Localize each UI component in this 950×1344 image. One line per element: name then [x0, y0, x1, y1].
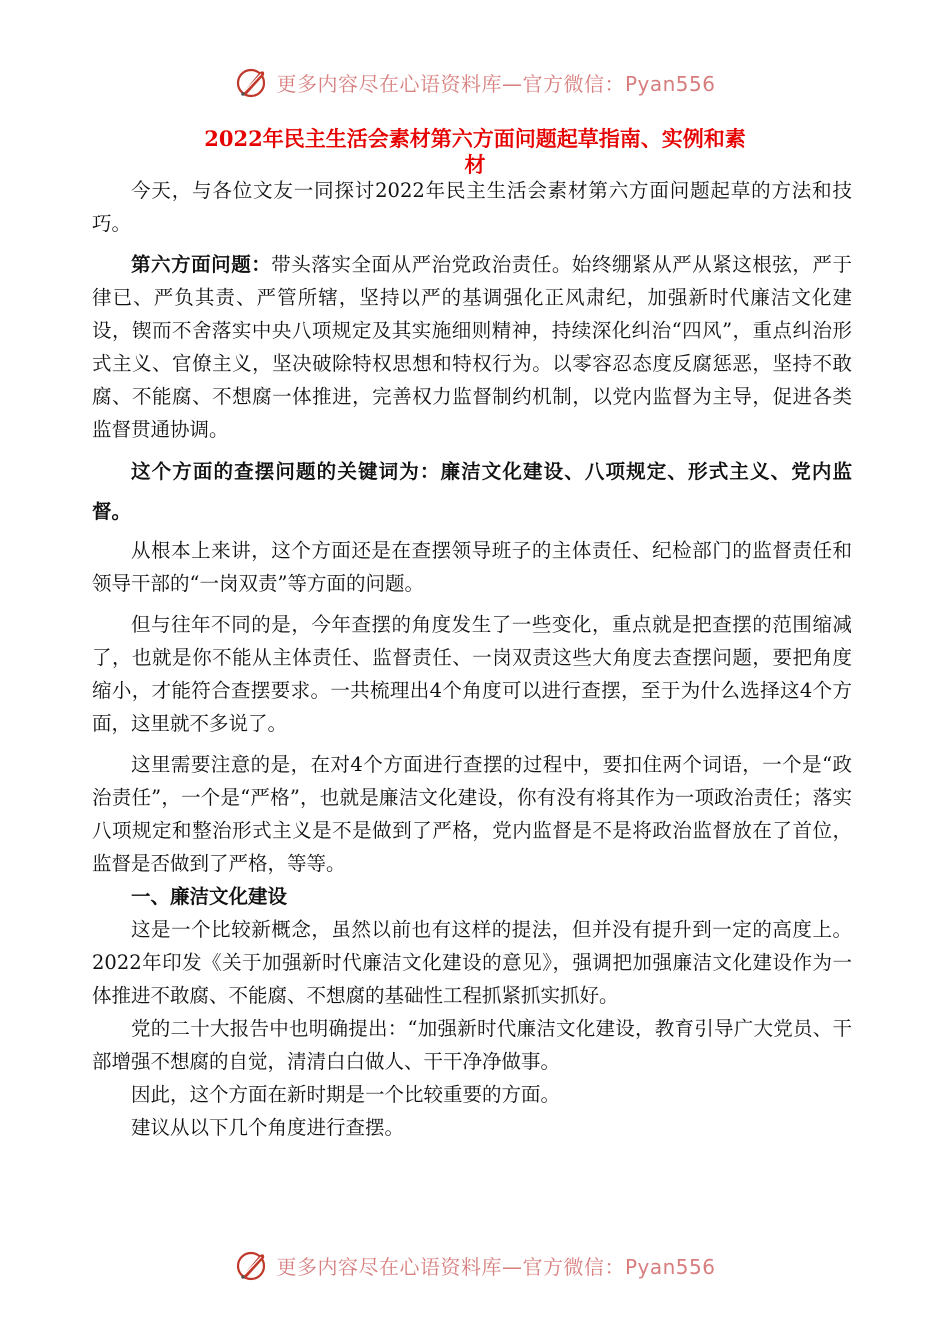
- quill-pen-logo-icon: [234, 64, 270, 100]
- banner-text: 更多内容尽在心语资料库—官方微信：Pyan556: [276, 71, 716, 96]
- paragraph-4: 这是一个比较新概念，虽然以前也有这样的提法，但并没有提升到一定的高度上。2022年印发《关于加强新时代廉洁文化建设的意见》，强调把加强廉洁文化建设作为一体推进不敢腐、不能腐、不想腐的基础性工程抓紧抓实抓好。: [92, 918, 852, 1007]
- document-title: [140, 126, 810, 178]
- sixth-issue-label: 第六方面问题：: [131, 253, 272, 276]
- title-line-1: 2022年民主生活会素材第六方面问题起草指南、实例和素: [204, 126, 746, 151]
- footer-banner: [0, 1245, 950, 1285]
- paragraph-3: 这里需要注意的是，在对4个方面进行查摆的过程中，要扣住两个词语，一个是“政治责任”，一个是“严格”，也就是廉洁文化建设，你有没有将其作为一项政治责任；落实八项规定和整治形式主义是不是做到了严格，党内监督是不是将政治监督放在了首位，监督是否做到了严格，等等。: [92, 753, 852, 875]
- header-banner: [0, 62, 950, 102]
- quill-pen-logo-icon: [234, 1247, 270, 1283]
- document-body: [92, 174, 852, 1144]
- paragraph-2: 但与往年不同的是，今年查摆的角度发生了一些变化，重点就是把查摆的范围缩减了，也就是你不能从主体责任、监督责任、一岗双责这些大角度去查摆问题，要把角度缩小，才能符合查摆要求。一共梳理出4个角度可以进行查摆，至于为什么选择这4个方面，这里就不多说了。: [92, 613, 852, 735]
- title-line-2: 材: [464, 152, 486, 177]
- paragraph-6: 因此，这个方面在新时期是一个比较重要的方面。: [131, 1083, 561, 1106]
- section-heading-1: 一、廉洁文化建设: [131, 885, 288, 908]
- sixth-issue-text: 带头落实全面从严治党政治责任。始终绷紧从严从紧这根弦，严于律已、严负其责、严管所辖，坚持以严的基调强化正风肃纪，加强新时代廉洁文化建设，锲而不舍落实中央八项规定及其实施细则精神，持续深化纠治“四风”，重点纠治形式主义、官僚主义，坚决破除特权思想和特权行为。以零容忍态度反腐惩恶，坚持不敢腐、不能腐、不想腐一体推进，完善权力监督制约机制，以党内监督为主导，促进各类监督贯通协调。: [92, 253, 852, 441]
- paragraph-7: 建议从以下几个角度进行查摆。: [131, 1116, 405, 1139]
- paragraph-5: 党的二十大报告中也明确提出：“加强新时代廉洁文化建设，教育引导广大党员、干部增强不想腐的自觉，清清白白做人、干干净净做事。: [92, 1017, 852, 1073]
- intro-paragraph: 今天，与各位文友一同探讨2022年民主生活会素材第六方面问题起草的方法和技巧。: [92, 179, 852, 235]
- keywords-paragraph: 这个方面的查摆问题的关键词为：廉洁文化建设、八项规定、形式主义、党内监督。: [92, 460, 852, 523]
- sixth-issue-paragraph: [92, 248, 852, 446]
- banner-text: 更多内容尽在心语资料库—官方微信：Pyan556: [276, 1254, 716, 1279]
- paragraph-1: 从根本上来讲，这个方面还是在查摆领导班子的主体责任、纪检部门的监督责任和领导干部的“一岗双责”等方面的问题。: [92, 539, 852, 595]
